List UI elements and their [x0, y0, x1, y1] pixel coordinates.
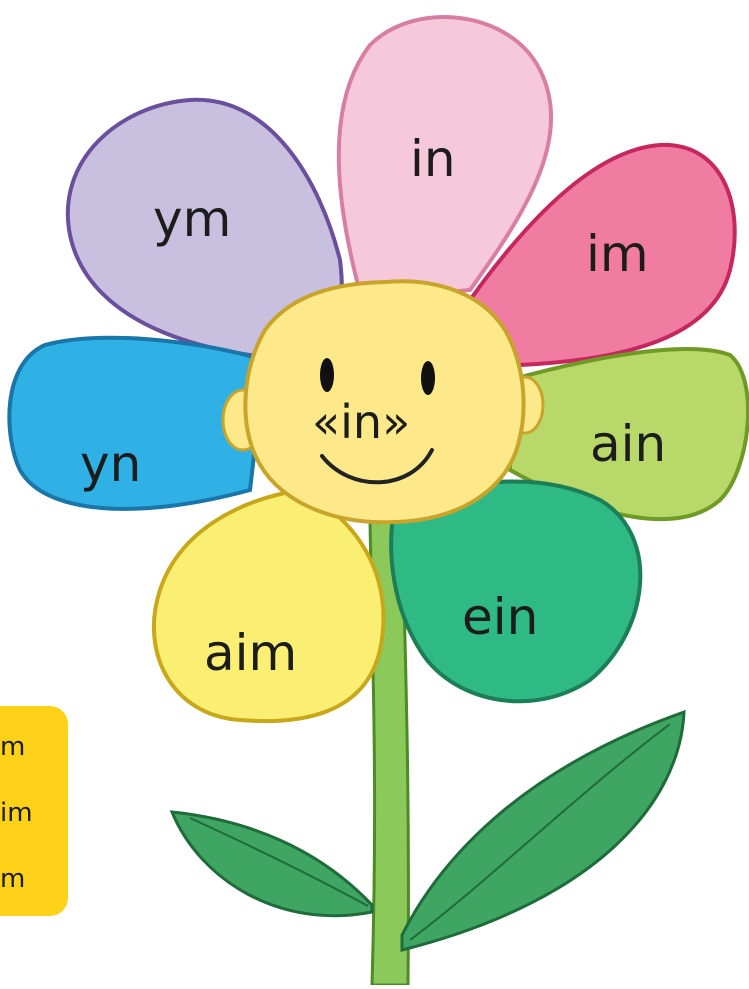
petal-label-ain: ain: [590, 415, 667, 473]
card-line-2: im: [0, 798, 33, 828]
petal-label-in: in: [410, 130, 456, 188]
petal-label-im: im: [586, 225, 649, 283]
left-eye: [320, 358, 334, 392]
petal-label-yn: yn: [80, 435, 142, 493]
center-label: «in»: [312, 395, 411, 449]
petal-aim: [154, 490, 384, 721]
left-leaf: [172, 812, 372, 916]
card-line-3: m: [0, 864, 26, 894]
right-leaf: [402, 712, 684, 950]
card-line-1: m: [0, 732, 26, 762]
petal-label-ein: ein: [462, 588, 539, 646]
petal-label-aim: aim: [204, 624, 298, 682]
yellow-card: [0, 706, 68, 916]
right-eye: [421, 361, 435, 395]
petal-label-ym: ym: [153, 190, 232, 248]
